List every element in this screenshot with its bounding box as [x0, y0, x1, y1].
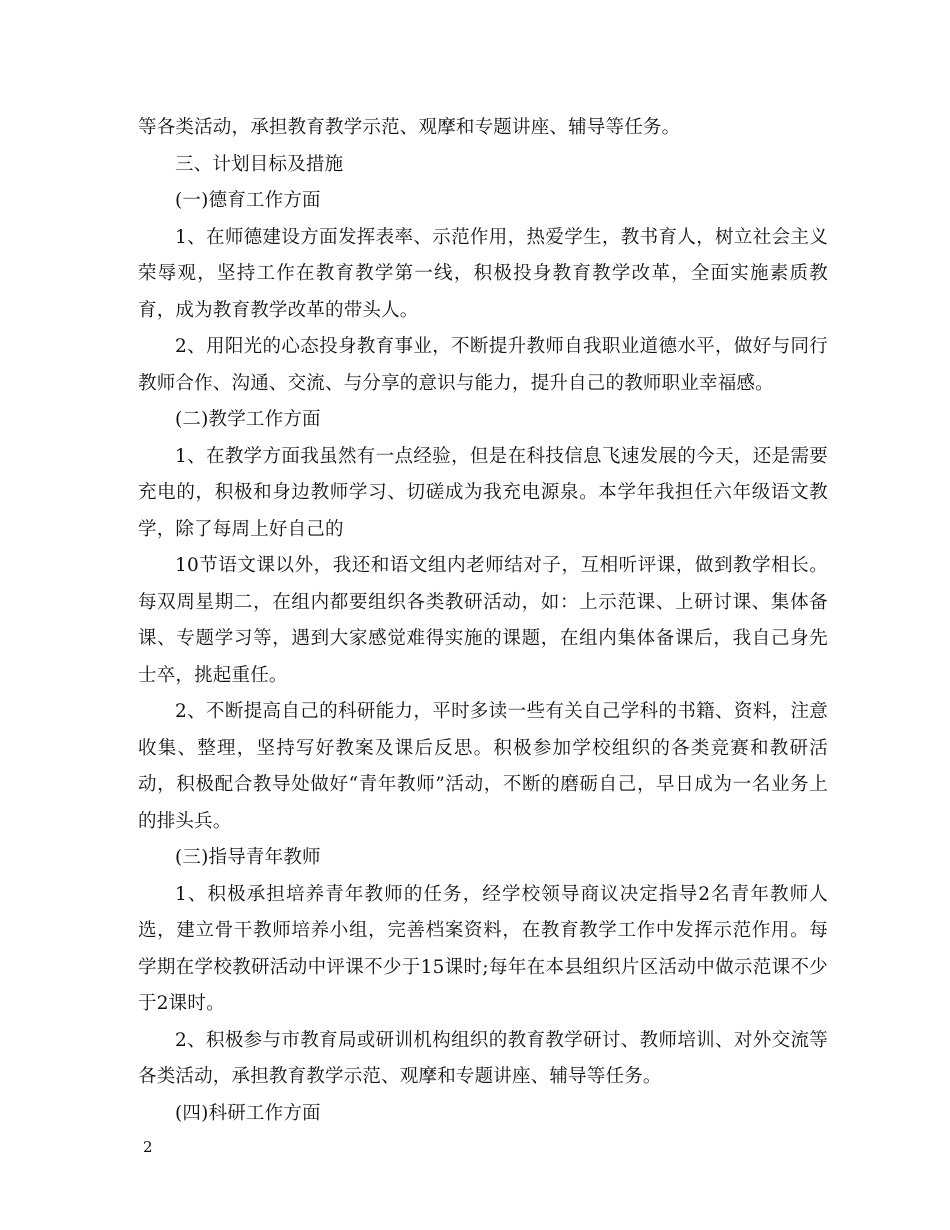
paragraph: 等各类活动，承担教育教学示范、观摩和专题讲座、辅导等任务。 — [138, 117, 681, 138]
section-heading: 三、计划目标及措施 — [175, 153, 344, 175]
subsection-heading: (四)科研工作方面 — [175, 1102, 321, 1124]
paragraph: 1、在师德建设方面发挥表率、示范作用，热爱学生，教书育人，树立社会主义荣辱观，坚持工作在教育教学第一线，积极投身教育教学改革，全面实施素质教育，成为教育教学改革的带头人。 — [138, 226, 828, 321]
paragraph: 1、积极承担培养青年教师的任务，经学校领导商议决定指导2名青年教师人选，建立骨干教师培养小组，完善档案资料，在教育教学工作中发挥示范作用。每学期在学校教研活动中评课不少于15课时;每年在本县组织片区活动中做示范课不少于2课时。 — [138, 883, 828, 1014]
paragraph: 1、在教学方面我虽然有一点经验，但是在科技信息飞速发展的今天，还是需要充电的，积极和身边教师学习、切磋成为我充电源泉。本学年我担任六年级语文教学，除了每周上好自己的 — [138, 445, 828, 540]
page-number: 2 — [143, 1138, 153, 1156]
subsection-heading: (三)指导青年教师 — [175, 847, 321, 868]
paragraph: 2、积极参与市教育局或研训机构组织的教育教学研讨、教师培训、对外交流等各类活动，承担教育教学示范、观摩和专题讲座、辅导等任务。 — [138, 1029, 828, 1087]
paragraph: 10节语文课以外，我还和语文组内老师结对子，互相听评课，做到教学相长。每双周星期二，在组内都要组织各类教研活动，如：上示范课、上研讨课、集体备课、专题学习等，遇到大家感觉难得实施的课题，在组内集体备课后，我自己身先士卒，挑起重任。 — [138, 555, 828, 686]
paragraph: 2、不断提高自己的科研能力，平时多读一些有关自己学科的书籍、资料，注意收集、整理，坚持写好教案及课后反思。积极参加学校组织的各类竞赛和教研活动，积极配合教导处做好“青年教师”活动，不断的磨砺自己，早日成为一名业务上的排头兵。 — [138, 701, 828, 832]
subsection-heading: (二)教学工作方面 — [175, 409, 321, 430]
paragraph: 2、用阳光的心态投身教育事业，不断提升教师自我职业道德水平，做好与同行教师合作、沟通、交流、与分享的意识与能力，提升自己的教师职业幸福感。 — [138, 336, 828, 394]
subsection-heading: (一)德育工作方面 — [175, 190, 321, 211]
document-body — [138, 110, 828, 1132]
